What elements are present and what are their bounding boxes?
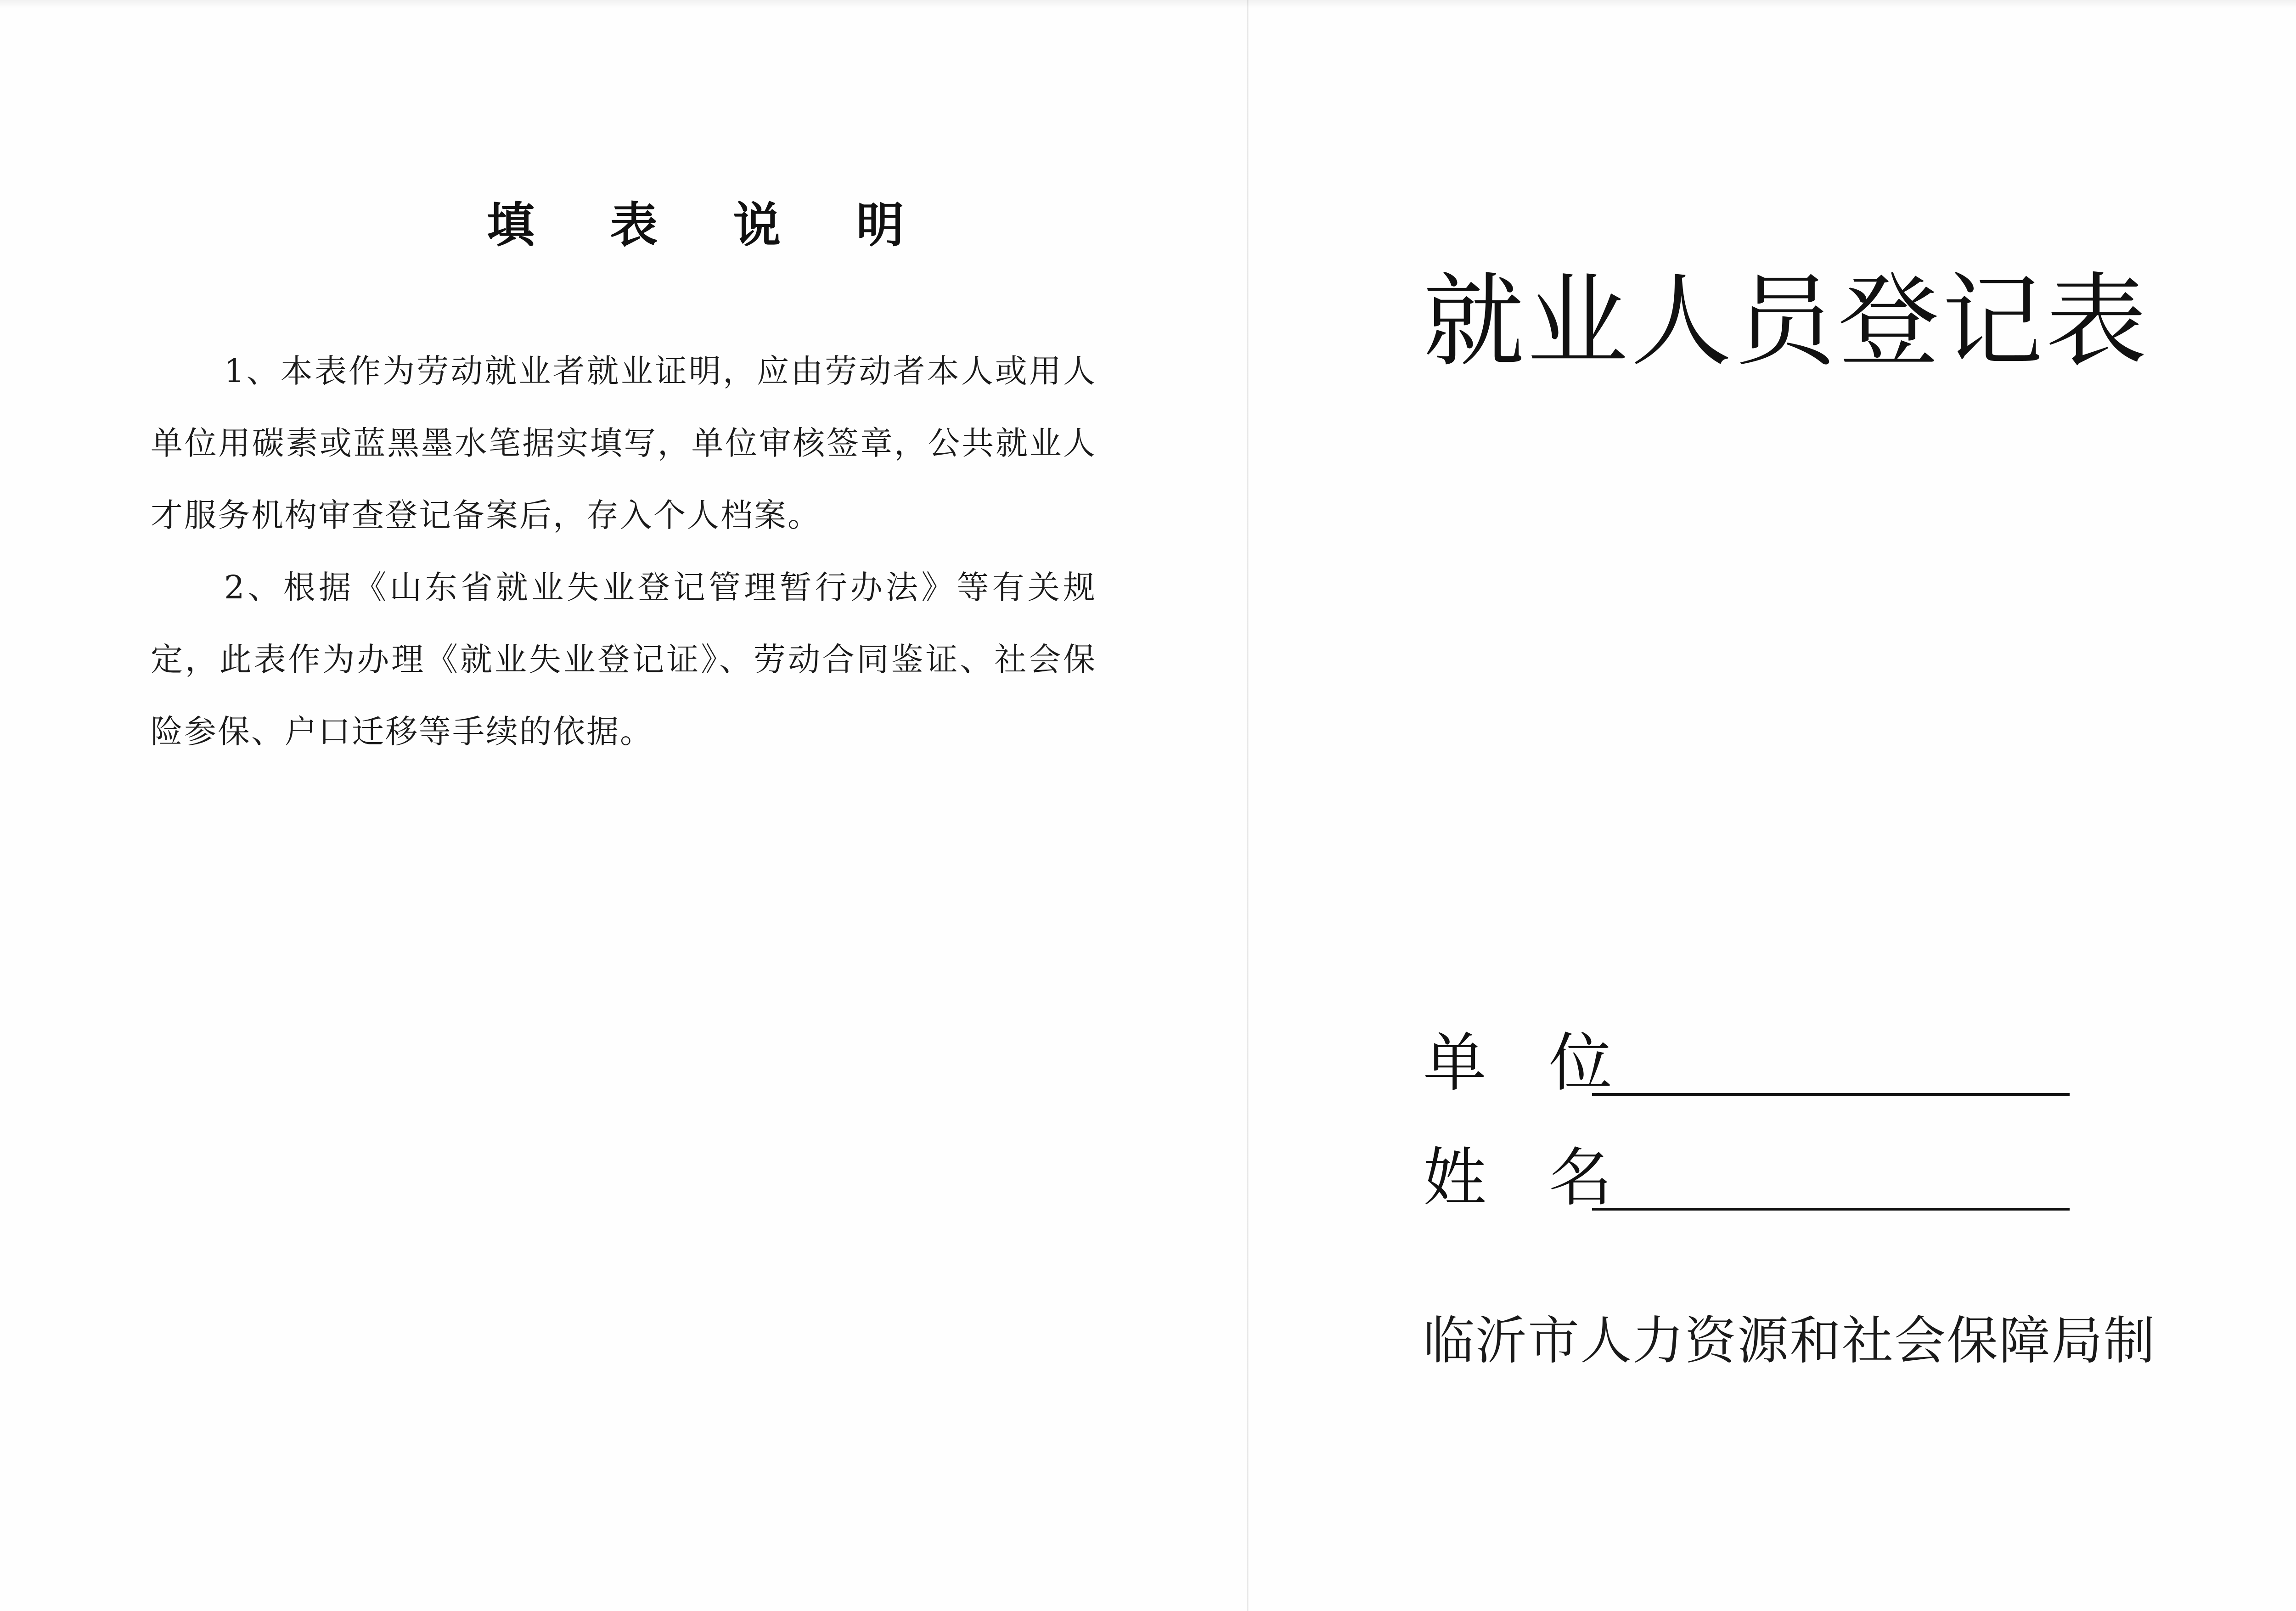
unit-field-label: 单 位 (1423, 1026, 1633, 1100)
instructions-title: 填 表 说 明 (487, 197, 934, 253)
cover-title: 就业人员登记表 (1423, 263, 2150, 380)
name-field-label: 姓 名 (1423, 1141, 1633, 1215)
instruction-item-2: 2、根据《山东省就业失业登记管理暂行办法》等有关规定，此表作为办理《就业失业登记证》、劳动合同鉴证、社会保险参保、户口迁移等手续的依据。 (151, 569, 1097, 750)
name-field-input[interactable] (1592, 1208, 2070, 1211)
unit-field-row (1423, 1024, 2250, 1107)
cover-page (1249, 0, 2296, 1611)
instructions-body (151, 335, 1097, 768)
unit-field-input[interactable] (1592, 1093, 2070, 1096)
name-field-row (1423, 1139, 2250, 1222)
instruction-item-1: 1、本表作为劳动就业者就业证明，应由劳动者本人或用人单位用碳素或蓝黑墨水笔据实填写，单位审核签章，公共就业人才服务机构审查登记备案后，存入个人档案。 (151, 352, 1097, 534)
issuer-text: 临沂市人力资源和社会保障局制 (1423, 1311, 2156, 1371)
